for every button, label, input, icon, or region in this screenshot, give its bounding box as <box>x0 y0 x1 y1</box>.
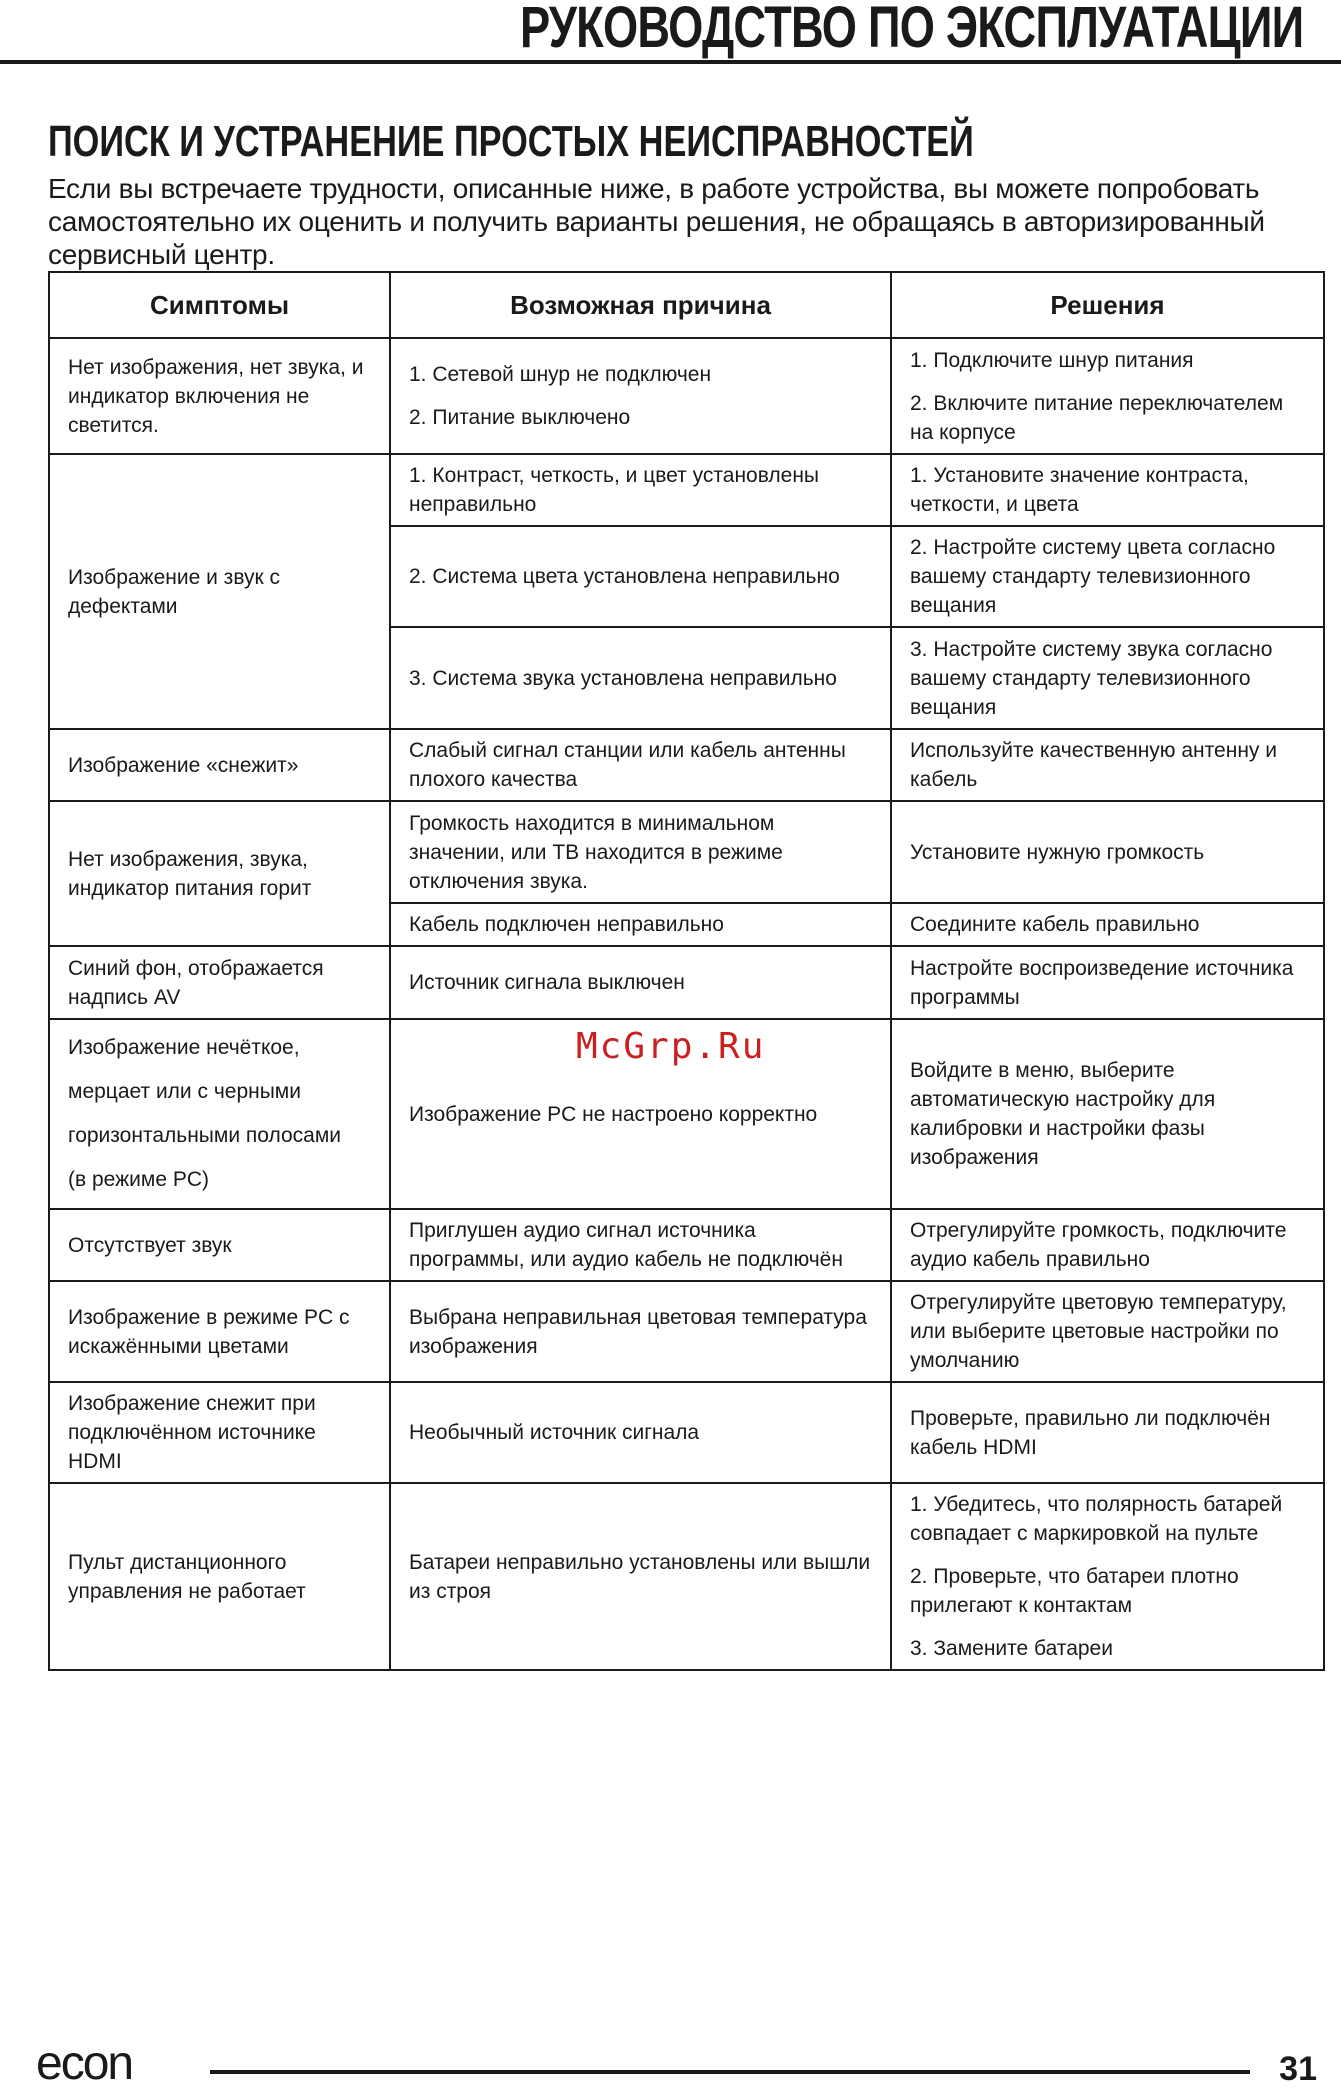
table-row <box>49 946 1324 1019</box>
solution-cell: Войдите в меню, выберите автоматическую настройку для калибровки и настройки фазы изображения <box>891 1019 1324 1209</box>
solution-item: 1. Подключите шнур питания <box>910 348 1194 372</box>
symptom-cell: Нет изображения, звука, индикатор питания горит <box>49 801 390 946</box>
cause-cell: Изображение PC не настроено корректно <box>390 1019 891 1209</box>
symptom-cell: Нет изображения, нет звука, и индикатор включения не светится. <box>49 338 390 454</box>
symptom-cell: Изображение и звук с дефектами <box>49 454 390 729</box>
table-row <box>49 729 1324 801</box>
symptom-line: (в режиме PC) <box>68 1168 210 1191</box>
symptom-line: Изображение нечёткое, <box>68 1036 300 1059</box>
cause-cell: Громкость находится в минимальном значении, или ТВ находится в режиме отключения звука. <box>390 801 891 903</box>
cause-cell: Приглушен аудио сигнал источника программы, или аудио кабель не подключён <box>390 1209 891 1281</box>
solution-cell: Используйте качественную антенну и кабель <box>891 729 1324 801</box>
symptom-cell: Пульт дистанционного управления не работает <box>49 1483 390 1670</box>
solution-cell: 2. Настройте систему цвета согласно вашему стандарту телевизионного вещания <box>891 526 1324 627</box>
footer-rule <box>210 2070 1250 2074</box>
table-row <box>49 1382 1324 1483</box>
cause-item: 2. Питание выключено <box>409 406 631 429</box>
watermark: McGrp.Ru <box>576 1026 766 1067</box>
page-number: 31 <box>1279 2050 1317 2088</box>
table-row <box>49 1209 1324 1281</box>
section-title: ПОИСК И УСТРАНЕНИЕ ПРОСТЫХ НЕИСПРАВНОСТЕЙ <box>48 117 974 166</box>
cause-cell: 1. Контраст, четкость, и цвет установлены неправильно <box>390 454 891 526</box>
table-row <box>49 1281 1324 1382</box>
cause-item: 1. Сетевой шнур не подключен <box>409 363 712 386</box>
table-row <box>49 338 1324 454</box>
table-header-row <box>49 272 1324 338</box>
table-row <box>49 801 1324 903</box>
cause-cell: 3. Система звука установлена неправильно <box>390 627 891 729</box>
header-solutions: Решения <box>891 272 1324 338</box>
solution-item: 2. Включите питание переключателем на корпусе <box>910 391 1284 444</box>
solution-cell: 3. Настройте систему звука согласно вашему стандарту телевизионного вещания <box>891 627 1324 729</box>
cause-cell: Кабель подключен неправильно <box>390 903 891 946</box>
symptom-cell: Изображение снежит при подключённом источнике HDMI <box>49 1382 390 1483</box>
table-row <box>49 454 1324 526</box>
solution-cell: Соедините кабель правильно <box>891 903 1324 946</box>
solution-item: 1. Убедитесь, что полярность батарей совпадает с маркировкой на пульте <box>910 1493 1283 1545</box>
cause-cell: Слабый сигнал станции или кабель антенны плохого качества <box>390 729 891 801</box>
header-symptoms: Симптомы <box>49 272 390 338</box>
solution-cell: Отрегулируйте громкость, подключите аудио кабель правильно <box>891 1209 1324 1281</box>
solution-cell: Настройте воспроизведение источника программы <box>891 946 1324 1019</box>
cause-cell <box>390 338 891 454</box>
header-rule <box>0 60 1341 64</box>
solution-cell: Отрегулируйте цветовую температуру, или выберите цветовые настройки по умолчанию <box>891 1281 1324 1382</box>
symptom-line: горизонтальными полосами <box>68 1124 342 1147</box>
symptom-cell: Отсутствует звук <box>49 1209 390 1281</box>
symptom-line: мерцает или с черными <box>68 1080 301 1103</box>
solution-cell <box>891 1483 1324 1670</box>
header-cause: Возможная причина <box>390 272 891 338</box>
solution-item: 3. Замените батареи <box>910 1637 1113 1660</box>
intro-paragraph: Если вы встречаете трудности, описанные ниже, в работе устройства, вы можете попробовать самостоятельно их оценить и получить варианты решения, не обращаясь в авторизированный сервисный центр. <box>48 173 1265 270</box>
cause-cell: Батареи неправильно установлены или вышли из строя <box>390 1483 891 1670</box>
symptom-cell: Изображение «снежит» <box>49 729 390 801</box>
solution-cell: Установите нужную громкость <box>891 801 1324 903</box>
page-header-title: РУКОВОДСТВО ПО ЭКСПЛУАТАЦИИ <box>519 0 1303 60</box>
brand-logo: econ <box>36 2037 133 2090</box>
cause-cell: Необычный источник сигнала <box>390 1382 891 1483</box>
solution-item: 2. Проверьте, что батареи плотно прилегают к контактам <box>910 1565 1239 1617</box>
solution-cell <box>891 338 1324 454</box>
cause-cell: Источник сигнала выключен <box>390 946 891 1019</box>
table-row <box>49 1483 1324 1670</box>
cause-cell: 2. Система цвета установлена неправильно <box>390 526 891 627</box>
solution-cell: 1. Установите значение контраста, четкости, и цвета <box>891 454 1324 526</box>
cause-cell: Выбрана неправильная цветовая температура изображения <box>390 1281 891 1382</box>
solution-cell: Проверьте, правильно ли подключён кабель HDMI <box>891 1382 1324 1483</box>
symptom-cell: Синий фон, отображается надпись AV <box>49 946 390 1019</box>
symptom-cell <box>49 1019 390 1209</box>
symptom-cell: Изображение в режиме PC с искажёнными цветами <box>49 1281 390 1382</box>
troubleshooting-table <box>48 271 1325 1671</box>
